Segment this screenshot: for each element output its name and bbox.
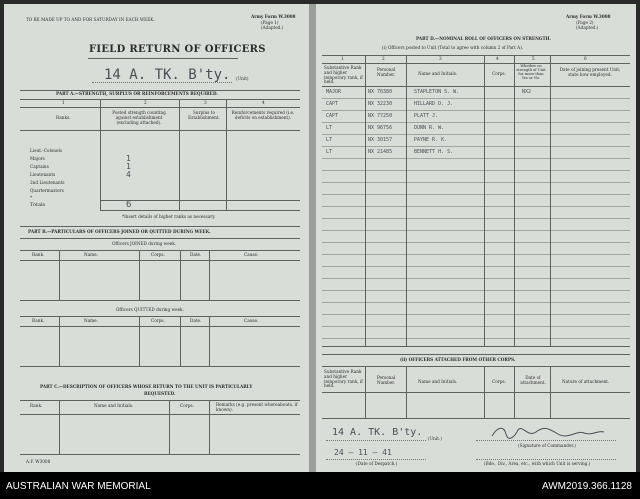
- unit-label: (Unit): [236, 76, 249, 81]
- col-header-ranks: Ranks.: [56, 115, 71, 120]
- roll-header-number: Personal Number.: [376, 67, 396, 77]
- strength-captains: 1: [126, 162, 131, 171]
- sign-signature-label: (Signature of Commander.): [518, 443, 576, 448]
- rank-captains: Captains: [30, 164, 49, 169]
- col-num: 6: [584, 56, 587, 61]
- col-name: Name.: [84, 318, 98, 323]
- form-id-right: Army Form W.3008: [566, 14, 611, 19]
- roll-number: NX 70380: [368, 89, 393, 95]
- col-num: 1: [341, 56, 344, 61]
- att-header-rank: Substantive Rank and higher temporary rank, if held.: [324, 369, 363, 389]
- sign-date-handwritten: 24 — 11 — 41: [334, 448, 392, 457]
- att-header-corps: Corps.: [492, 379, 506, 384]
- ruled-line: [322, 218, 630, 219]
- form-adapted-right: (Adapted.): [576, 25, 599, 30]
- sign-unit-label: (Unit.): [428, 436, 442, 441]
- att-header-number: Personal Number.: [376, 375, 396, 385]
- roll-header-name: Name and Initials.: [418, 71, 458, 76]
- footer-bar: [0, 472, 640, 499]
- rank-lieut-colonels: Lieut.-Colonels: [30, 148, 62, 153]
- ruled-line: [322, 278, 630, 279]
- part-b-heading: PART B.—PARTICULARS OF OFFICERS JOINED OR QUITTED DURING WEEK.: [28, 229, 211, 234]
- roll-number: NX 21485: [368, 149, 393, 155]
- quitted-title: Officers QUITTED during week.: [116, 307, 184, 312]
- roll-name: PLATT J.: [414, 113, 439, 119]
- ruled-line: [322, 230, 630, 231]
- ruled-line: [322, 170, 630, 171]
- ruled-line: [322, 266, 630, 267]
- rank-other: *: [30, 195, 33, 200]
- roll-rank: CAPT: [326, 113, 339, 119]
- sign-date-label: (Date of Despatch.): [356, 461, 398, 466]
- roll-rank: LT: [326, 137, 333, 143]
- col-cause: Cause.: [244, 252, 259, 257]
- roll-name: HILLARD D. J.: [414, 101, 454, 107]
- form-title: FIELD RETURN OF OFFICERS: [89, 44, 266, 55]
- roll-rank: CAPT: [326, 101, 339, 107]
- part-a-heading: PART A.—STRENGTH, SURPLUS OR REINFORCEMENTS REQUIRED.: [56, 91, 218, 96]
- col-num: 3: [204, 100, 207, 105]
- ruled-line: [322, 110, 630, 111]
- col-corps: Corps.: [151, 318, 165, 323]
- section-ii: (ii) OFFICERS ATTACHED FROM OTHER CORPS.: [400, 357, 516, 362]
- col-date: Date.: [190, 252, 202, 257]
- roll-number: NX 30157: [368, 137, 393, 143]
- ruled-line: [322, 98, 630, 99]
- part-c-heading-1: PART C.—DESCRIPTION OF OFFICERS WHOSE RETURN TO THE UNIT IS PARTICULARLY: [40, 384, 253, 389]
- ruled-line: [322, 158, 630, 159]
- col-name-initials: Name and Initials.: [94, 403, 134, 408]
- ruled-line: [322, 122, 630, 123]
- col-header-surplus: Surplus to Establishment.: [188, 110, 220, 121]
- roll-name: PAYNE R. K.: [414, 137, 448, 143]
- ruled-line: [322, 314, 630, 315]
- strength-majors: 1: [126, 154, 131, 163]
- footer-credit: AUSTRALIAN WAR MEMORIAL: [6, 481, 151, 492]
- ruled-line: [322, 326, 630, 327]
- roll-name: BENNETT H. S.: [414, 149, 454, 155]
- top-note: TO BE MADE UP TO AND FOR SATURDAY IN EACH WEEK.: [26, 17, 155, 22]
- ruled-line: [322, 290, 630, 291]
- ruled-line: [322, 146, 630, 147]
- ruled-line: [322, 206, 630, 207]
- col-num: 5: [532, 56, 535, 61]
- form-page-right: (Page 2): [576, 20, 594, 25]
- col-num: 4: [262, 100, 265, 105]
- commander-signature: [488, 424, 608, 440]
- col-name: Name.: [84, 252, 98, 257]
- rank-lieutenants: Lieutenants: [30, 172, 56, 177]
- roll-name: STAPLETON S. W.: [414, 89, 460, 95]
- col-rank: Rank.: [30, 403, 43, 408]
- col-cause: Cause.: [244, 318, 259, 323]
- att-header-name: Name and Initials.: [418, 379, 458, 384]
- joined-title: Officers JOINED during week.: [112, 241, 177, 246]
- ruled-line: [322, 302, 630, 303]
- roll-note: NX2: [522, 89, 532, 95]
- print-code: A.F. W3008: [26, 459, 51, 464]
- ruled-line: [322, 194, 630, 195]
- roll-header-corps: Corps.: [492, 71, 506, 76]
- col-date: Date.: [190, 318, 202, 323]
- roll-rank: LT: [326, 149, 333, 155]
- form-adapted: (Adapted.): [261, 25, 284, 30]
- totals-value: 6: [126, 200, 132, 210]
- sign-station-label: (Bde., Div., Area, etc., with which Unit is serving.): [484, 461, 591, 466]
- ruled-line: [322, 182, 630, 183]
- att-header-nature: Nature of attachment.: [562, 379, 610, 384]
- right-page: [316, 4, 636, 472]
- att-header-date: Date of attachment.: [520, 375, 546, 385]
- col-rank: Rank.: [32, 252, 45, 257]
- col-remarks: Remarks (e.g. present whereabouts, if known).: [216, 402, 298, 413]
- left-page: [4, 4, 309, 472]
- part-a-footnote: *Insert details of higher ranks as necessary.: [122, 214, 216, 219]
- col-num: 4: [496, 56, 499, 61]
- col-corps: Corps.: [151, 252, 165, 257]
- roll-rank: LT: [326, 125, 333, 131]
- ruled-line: [322, 254, 630, 255]
- roll-header-strength: Whether on strength of Unit for more than Yes or No.: [516, 64, 546, 80]
- rank-majors: Majors: [30, 156, 45, 161]
- footer-catalogue-number: AWM2019.366.1128: [541, 481, 632, 492]
- ruled-line: [322, 242, 630, 243]
- col-header-reinforcements: Reinforcements required (i.e. deficits on establishment).: [231, 110, 295, 121]
- col-num: 3: [439, 56, 442, 61]
- strength-lieutenants: 4: [126, 170, 131, 179]
- ruled-line: [322, 338, 630, 339]
- col-header-strength: Posted strength counting against establishment (excluding attached).: [112, 110, 166, 126]
- page-fold: [309, 4, 316, 472]
- part-c-heading-2: REQUESTED.: [144, 391, 176, 396]
- roll-name: DUNN R. W.: [414, 125, 445, 131]
- col-num: 2: [144, 100, 147, 105]
- roll-header-date: Date of joining present Unit; state how employed.: [559, 67, 621, 77]
- rank-quartermasters: Quartermasters: [30, 188, 64, 193]
- col-num: 2: [382, 56, 385, 61]
- part-d-heading: PART D.—NOMINAL ROLL OF OFFICERS ON STRENGTH.: [416, 36, 552, 41]
- col-corps: Corps.: [180, 403, 194, 408]
- section-i: (i) Officers posted to Unit (Total to agree with column 2 of Part A).: [382, 45, 524, 50]
- roll-number: NX 96756: [368, 125, 393, 131]
- unit-handwritten: 14 A. TK. B'ty.: [104, 67, 231, 83]
- sign-unit-handwritten: 14 A. TK. B'ty.: [332, 427, 423, 438]
- form-id: Army Form W.3008: [251, 14, 296, 19]
- col-rank: Rank.: [32, 318, 45, 323]
- rank-2nd-lieutenants: 2nd Lieutenants: [30, 180, 65, 185]
- roll-header-rank: Substantive Rank and higher temporary rank, if held.: [324, 65, 363, 85]
- roll-number: NX 77250: [368, 113, 393, 119]
- roll-rank: MAJOR: [326, 89, 342, 95]
- col-num: 1: [62, 100, 65, 105]
- roll-number: NX 32230: [368, 101, 393, 107]
- form-page: (Page 1): [261, 20, 279, 25]
- totals-label: Totals: [30, 202, 46, 208]
- ruled-line: [322, 134, 630, 135]
